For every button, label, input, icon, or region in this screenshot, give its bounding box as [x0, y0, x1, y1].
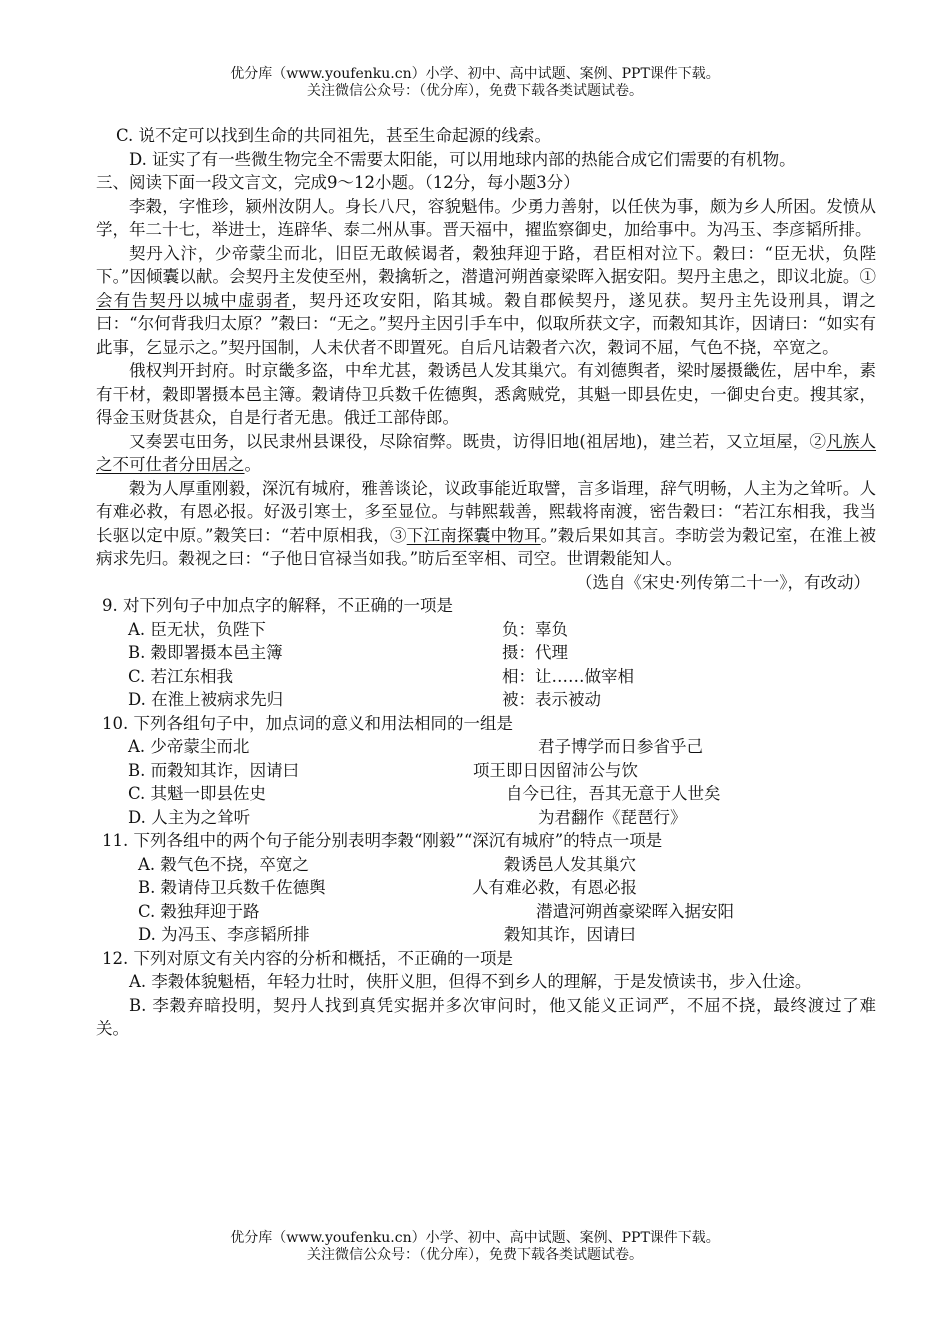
passage-p4-part-a: 又奏罢屯田务，以民隶州县课役，尽除宿弊。既贵，访得旧地(祖居地)，建兰若，又立垣屋，② — [129, 431, 827, 451]
passage-paragraph-1: 李穀，字惟珍，颍州汝阴人。身长八尺，容貌魁伟。少勇力善射，以任侠为事，颇为乡人所困。发愤从学，年二十七，举进士，连辟华、泰二州从事。晋天福中，擢监察御史，加给事中。为冯玉、李彦韬所排。 — [96, 196, 876, 239]
question-11-title: 11. 下列各组中的两个句子能分别表明李穀“刚毅”“深沉有城府”的特点一项是 — [102, 831, 663, 850]
q10-option-a-right: 君子博学而日参省乎己 — [538, 737, 703, 756]
q11-option-d-right: 穀知其诈，因请曰 — [504, 925, 636, 944]
passage-paragraph-4 — [96, 430, 876, 477]
q9-option-a-gloss: 负：辜负 — [502, 619, 568, 639]
q11-option-b-right: 人有难必救，有恩必报 — [472, 878, 637, 897]
header-line-2: 关注微信公众号：（优分库），免费下载各类试题试卷。 — [307, 83, 643, 99]
passage-p2-part-b: ，契丹还攻安阳，陷其城。穀自郡候契丹，遂见获。契丹主先设刑具，谓之曰：“尔何背我归太原？”穀曰：“无之。”契丹主因引手车中，似取所获文字，而穀知其诈，因请曰：“如实有此事，乞显示之。”契丹国制，人未伏者不即置死。自后凡诘穀者六次，穀词不屈，气色不挠，卒宽之。 — [96, 290, 877, 357]
q11-option-d — [96, 923, 876, 947]
q11-option-c-left: C. 穀独拜迎于路 — [138, 901, 260, 921]
q10-option-c-left: C. 其魁一即县佐史 — [128, 784, 267, 803]
q9-option-b — [96, 641, 876, 665]
passage-p5-part-a: 穀为人厚重刚毅，深沉有城府，雅善谈论，议政事能近取譬，言多诣理，辞气明畅，人主为之耸听。人有难必救，有恩必报。好汲引寒士，多至显位。与韩熙载善，熙载将南渡，密告穀曰：“若江东相我，我当长驱以定中原。”穀笑曰：“若中原相我，③ — [96, 478, 876, 545]
q11-option-c — [96, 900, 876, 924]
prev-option-d: D. 证实了有一些微生物完全不需要太阳能，可以用地球内部的热能合成它们需要的有机物。 — [129, 149, 796, 169]
underlined-sentence-2: 凡族人之不可仕者分田居之 — [96, 431, 877, 474]
q12-option-b: B. 李穀弃暗投明，契丹人找到真凭实据并多次审问时，他又能义正词严，不屈不挠，最终渡过了难关。 — [96, 995, 876, 1038]
q9-option-c-text: C. 若江东相我 — [128, 666, 234, 686]
q10-option-c — [96, 782, 876, 806]
footer-line-1: 优分库（www.youfenku.cn）小学、初中、高中试题、案例、PPT课件下载。 — [230, 1230, 720, 1246]
q11-option-a — [96, 853, 876, 877]
passage-p2-part-a: 契丹入汴，少帝蒙尘而北，旧臣无敢候谒者，穀独拜迎于路，君臣相对泣下。穀曰：“臣无状，负陛下。”因倾囊以献。会契丹主发使至州，穀擒斩之，潜遣河朔酋豪梁晖入据安阳。契丹主患之，即议北旋。① — [96, 243, 876, 286]
q10-option-d-left: D. 人主为之耸听 — [128, 807, 251, 827]
q9-option-d-text: D. 在淮上被病求先归 — [128, 690, 284, 709]
question-12-title: 12. 下列对原文有关内容的分析和概括，不正确的一项是 — [102, 948, 513, 968]
page-content — [96, 124, 876, 1041]
passage-paragraph-3: 俄权判开封府。时京畿多盗，中牟尤甚，穀诱邑人发其巢穴。有刘德舆者，梁时屡摄畿佐，居中牟，素有干材，穀即署摄本邑主簿。穀请侍卫兵数千佐德舆，悉禽贼党，其魁一即县佐史，一御史台吏。搜其家，得金玉财货甚众，自是行者无患。俄迁工部侍郎。 — [96, 361, 876, 427]
q11-option-b — [96, 876, 876, 900]
q9-option-b-text: B. 穀即署摄本邑主簿 — [128, 643, 283, 662]
question-10 — [96, 712, 876, 830]
passage-paragraph-5 — [96, 477, 876, 571]
q10-option-b-right: 项王即日因留沛公与饮 — [473, 760, 638, 780]
page-header — [0, 66, 950, 100]
q9-option-c — [96, 665, 876, 689]
q10-option-a-left: A. 少帝蒙尘而北 — [128, 737, 250, 756]
q9-option-a — [96, 618, 876, 642]
q12-option-a: A. 李穀体貌魁梧，年轻力壮时，侠肝义胆，但得不到乡人的理解，于是发愤读书，步入仕途。 — [129, 972, 812, 991]
question-10-title: 10. 下列各组句子中，加点词的意义和用法相同的一组是 — [102, 713, 513, 733]
passage-source: （选自《宋史·列传第二十一》，有改动） — [576, 572, 870, 592]
q10-option-c-right: 自今已往，吾其无意于人世矣 — [506, 784, 721, 803]
q9-option-a-text: A. 臣无状，负陛下 — [128, 619, 266, 639]
q11-option-a-right: 穀诱邑人发其巢穴 — [504, 854, 636, 874]
passage-p5-part-b: 。”穀后果如其言。李昉尝为穀记室，在淮上被病求先归。穀视之曰：“子他日官禄当如我。”昉后至宰相、司空。世谓穀能知人。 — [96, 525, 876, 568]
q10-option-a — [96, 735, 876, 759]
q11-option-d-left: D. 为冯玉、李彦韬所排 — [138, 925, 310, 944]
underlined-sentence-3: 下江南探囊中物耳 — [406, 525, 541, 545]
q9-option-b-gloss: 摄：代理 — [502, 643, 568, 662]
passage-p4-part-b: 。 — [244, 455, 261, 474]
q10-option-d-right: 为君翻作《琵琶行》 — [538, 807, 687, 827]
question-9-title: 9. 对下列句子中加点字的解释，不正确的一项是 — [102, 596, 453, 615]
question-12 — [96, 947, 876, 1041]
q9-option-c-gloss: 相：让……做宰相 — [502, 666, 634, 686]
footer-line-2: 关注微信公众号：（优分库），免费下载各类试题试卷。 — [307, 1247, 643, 1263]
q11-option-c-right: 潜遣河朔酋豪梁晖入据安阳 — [536, 901, 734, 921]
q10-option-d — [96, 806, 876, 830]
q9-option-d — [96, 688, 876, 712]
q10-option-b — [96, 759, 876, 783]
q9-option-d-gloss: 被：表示被动 — [502, 690, 601, 709]
passage-paragraph-2 — [96, 242, 876, 360]
question-9 — [96, 594, 876, 712]
section-title: 三、阅读下面一段文言文，完成9～12小题。（12分，每小题3分） — [96, 173, 580, 192]
q11-option-b-left: B. 穀请侍卫兵数千佐德舆 — [138, 878, 326, 897]
q10-option-b-left: B. 而穀知其诈，因请曰 — [128, 760, 300, 780]
page-footer — [0, 1230, 950, 1264]
q11-option-a-left: A. 穀气色不挠，卒宽之 — [138, 854, 309, 874]
prev-option-c: C. 说不定可以找到生命的共同祖先，甚至生命起源的线索。 — [116, 126, 552, 145]
question-11 — [96, 829, 876, 947]
header-line-1: 优分库（www.youfenku.cn）小学、初中、高中试题、案例、PPT课件下载。 — [230, 66, 720, 82]
underlined-sentence-1: 会有告契丹以城中虚弱者 — [96, 290, 292, 310]
